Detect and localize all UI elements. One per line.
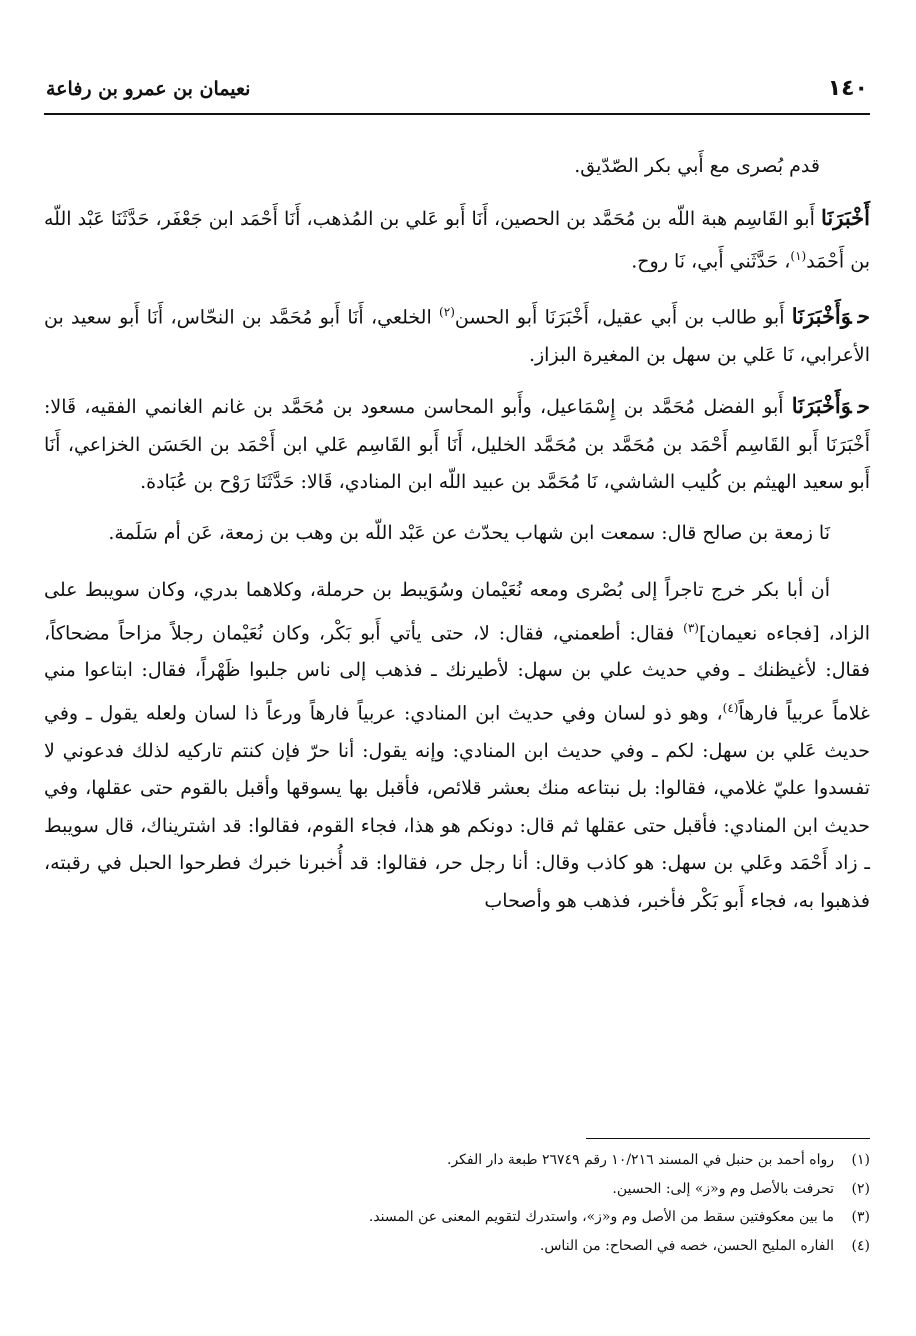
isnad-paragraph-2: [44, 294, 870, 374]
isnad-paragraph-1: [44, 199, 870, 281]
footnote-rule: [586, 1138, 870, 1139]
akhbarana-keyword: وَأَخْبَرَنَا: [791, 303, 852, 329]
page-header: [46, 74, 868, 110]
intro-text: قدم بُصرى مع أَبي بكر الصّدّيق.: [574, 155, 820, 177]
story-text: فقال: أطعمني، فقال: لا، حتى يأتي أَبو بَكْر، وكان نُعَيْمان رجلاً مزاحاً مضحاكاً، فقال: لأغيظنك ـ وفي حديث علي بن سهل: لأطيرنك ـ فذهب إلى ناس جلبوا ظَهْراً، فقال: ابتاعوا مني غلاماً عربياً فارهاً: [44, 621, 870, 725]
isnad-text: أَبو الفضل مُحَمَّد بن إِسْمَاعيل، وأَبو المحاسن مسعود بن مُحَمَّد بن غانم الغانمي الفقيه، قَالا: أَخْبَرَنَا أَبو القَاسِم أَحْمَد بن مُحَمَّد بن مُحَمَّد الخليل، أَنَا أَبو القَاسِم عَلي ابن أَحْمَد بن الحَسَن الخزاعي، أَنَا أَبو سعيد الهيثم بن كُليب الشاشي، نَا مُحَمَّد بن عبيد اللّه ابن المنادي، قَالا: حَدَّثَنَا رَوْح بن عُبَادة.: [44, 396, 870, 494]
footnote-number: (٢): [851, 1180, 870, 1197]
narrator-paragraph: [44, 515, 870, 553]
tahwil-mark: ح: [857, 304, 870, 329]
isnad-text: ، حَدَّثَني أَبي، نَا روح.: [631, 250, 791, 273]
body-text: [44, 148, 870, 933]
footnotes: [44, 1146, 870, 1260]
story-text: ، وهو ذو لسان وفي حديث ابن المنادي: عربياً فارهاً ورعاً ذا لسان ولعله يقول ـ وفي حديث عَلي بن سهل: لكم ـ وفي حديث ابن المنادي: وإنه يقول: أنا حرّ فإن كنتم تاركيه لذلك فدعوني لا تفسدوا عليّ غلامي، فقالوا: بل نبتاعه منك بعشر قلائص، فأقبل بها يسوقها وأقبل بالقوم حتى عقلها، وفي حديث ابن المنادي: فأقبل حتى عقلها ثم قال: دونكم هو هذا، فجاء القوم، فقالوا: قد اشتريناك، قال سويبط ـ زاد أَحْمَد وعَلي بن سهل: هو كاذب وقال: أنا رجل حر، فقالوا: قد أُخبرنا خبرك فطرحوا الحبل في رقبته، فذهبوا به، فجاء أَبو بَكْر فأخبر، فذهب هو وأصحاب: [44, 702, 870, 912]
akhbarana-keyword: أَخْبَرَنَا: [821, 204, 870, 230]
page-number: ١٤٠: [827, 76, 868, 101]
running-title: نعيمان بن عمرو بن رفاعة: [46, 78, 251, 100]
footnote-text: رواه أحمد بن حنبل في المسند ١٠/٢١٦ رقم ٢٦٧٤٩ طبعة دار الفكر.: [447, 1152, 834, 1168]
footnote-ref-1: (١): [790, 249, 807, 263]
intro-paragraph: [44, 148, 820, 186]
footnote-text: الفاره المليح الحسن، خصه في الصحاح: من الناس.: [539, 1237, 834, 1254]
footnote-text: ما بين معكوفتين سقط من الأصل وم و«ز»، واستدرك لتقويم المعنى عن المسند.: [368, 1209, 834, 1225]
footnote-4: [44, 1232, 870, 1261]
isnad-paragraph-3: [44, 387, 870, 502]
isnad-text: الخلعي، أَنَا أَبو مُحَمَّد بن النحّاس، أَنَا أَبو سعيد بن الأعرابي، نَا عَلي بن سهل بن المغيرة البزاز.: [44, 306, 870, 366]
story-paragraph: [44, 572, 870, 920]
footnote-2: [44, 1175, 870, 1204]
narrator-text: نَا زمعة بن صالح قال: سمعت ابن شهاب يحدّث عن عَبْد اللّه بن وهب بن زمعة، عَن أم سَلَمة.: [108, 521, 830, 544]
footnote-3: [44, 1203, 870, 1232]
story-text: أن أبا بكر خرج تاجراً إلى بُصْرى ومعه نُعَيْمان وسُوَيبط بن حرملة، وكلاهما بدري، وكان سويبط على الزاد، [فجاءه نعيمان]: [44, 579, 870, 644]
footnote-ref-3: (٣): [683, 620, 699, 635]
header-rule: [44, 113, 870, 115]
isnad-text: أَبو القَاسِم هبة اللّه بن مُحَمَّد بن الحصين، أَنَا أَبو عَلي بن المُذهب، أَنَا أَحْمَد ابن جَعْفَر، حَدَّثَنَا عَبْد اللّه بن أَحْمَد: [44, 207, 870, 273]
akhbarana-keyword: وَأَخْبَرَنَا: [791, 393, 852, 419]
footnote-number: (٤): [851, 1237, 870, 1254]
tahwil-mark: ح: [857, 394, 870, 419]
footnote-ref-2: (٢): [439, 304, 455, 319]
isnad-text: أَبو طالب بن أَبي عقيل، أَخْبَرَنَا أَبو الحسن: [454, 306, 785, 329]
footnote-number: (١): [851, 1152, 870, 1168]
footnote-text: تحرفت بالأصل وم و«ز» إلى: الحسين.: [612, 1180, 834, 1197]
footnote-number: (٣): [851, 1209, 870, 1225]
footnote-ref-4: (٤): [722, 700, 739, 715]
footnote-1: [44, 1146, 870, 1175]
